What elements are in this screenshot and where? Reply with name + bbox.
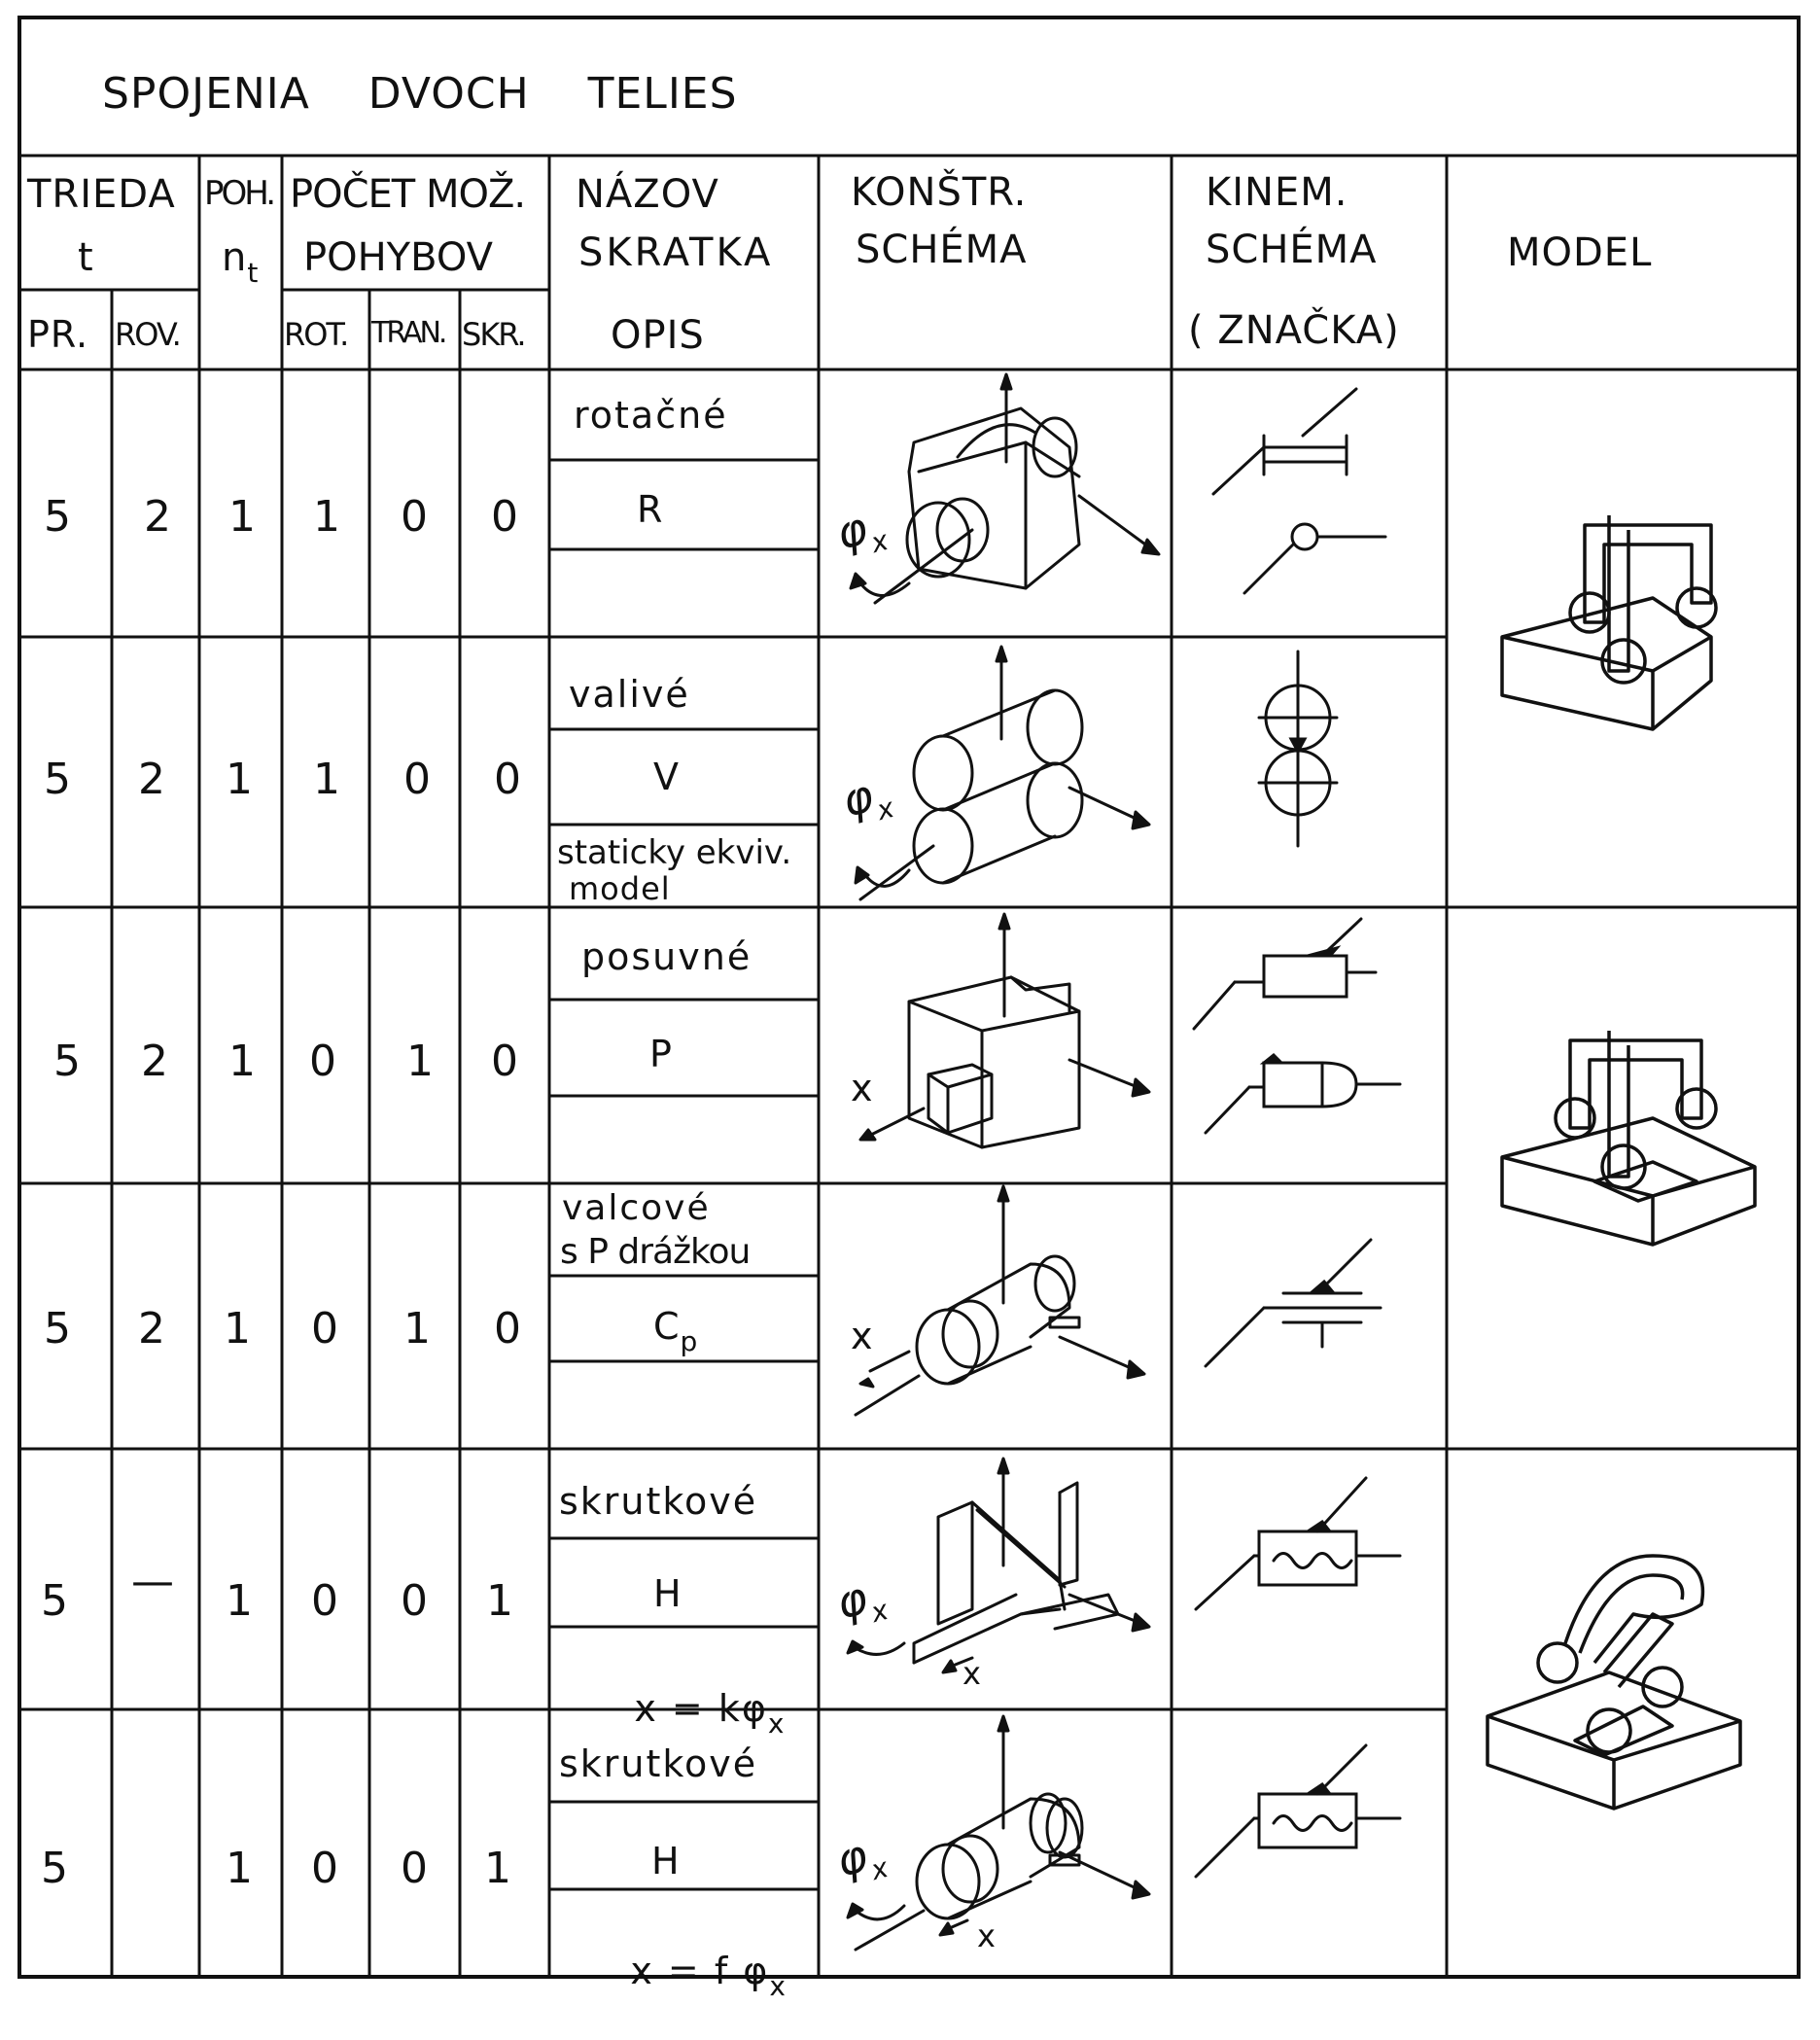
row3-poh: 1 — [228, 1037, 257, 1086]
row5-name: skrutkové — [559, 1480, 758, 1523]
row4-name-line2: s P drážkou — [560, 1232, 751, 1272]
header-trieda-t: t — [78, 235, 94, 280]
row4-skr: 0 — [494, 1304, 522, 1354]
row4-abbr-text: C — [653, 1305, 681, 1348]
row2-pr: 5 — [44, 755, 72, 804]
row3-pr: 5 — [53, 1037, 82, 1086]
row1-name: rotačné — [574, 394, 728, 437]
model-revolute — [1502, 515, 1716, 729]
row4-poh: 1 — [224, 1304, 252, 1354]
row6-pr: 5 — [41, 1844, 69, 1893]
row1-konstr-phi-text: φ — [830, 501, 874, 560]
row2-name: valivé — [569, 673, 690, 716]
header-kinem: KINEM. — [1206, 170, 1348, 215]
header-rot: ROT. — [284, 316, 348, 353]
header-poh-n-text: n — [222, 235, 248, 280]
row1-konstr-phi-sub: x — [867, 523, 892, 560]
header-model: MODEL — [1507, 230, 1653, 275]
model-screw — [1488, 1556, 1740, 1809]
row6-desc-text: x = f φ — [630, 1950, 770, 1992]
header-pr: PR. — [27, 313, 89, 356]
header-opis: OPIS — [611, 313, 705, 358]
row5-abbr: H — [653, 1572, 682, 1615]
row3-tran: 1 — [406, 1037, 435, 1086]
row4-pr: 5 — [44, 1304, 72, 1354]
row6-name: skrutkové — [559, 1742, 758, 1785]
row6-tran: 0 — [401, 1844, 429, 1893]
header-rov: ROV. — [115, 316, 180, 353]
header-konstr-schema: SCHÉMA — [856, 228, 1028, 272]
row6-poh: 1 — [226, 1844, 254, 1893]
page-title: SPOJENIA DVOCH TELIES — [102, 69, 738, 119]
header-tran: TRAN. — [371, 316, 445, 350]
row2-desc-line2: model — [569, 870, 671, 907]
row4-rot: 0 — [311, 1304, 339, 1354]
header-trieda: TRIEDA — [27, 172, 176, 217]
row3-name: posuvné — [581, 935, 752, 978]
row1-rot: 1 — [313, 492, 341, 542]
row6-konstr-phi-text: φ — [830, 1828, 874, 1887]
row6-abbr: H — [651, 1840, 681, 1882]
header-kinem-schema: SCHÉMA — [1206, 228, 1378, 272]
row3-rov: 2 — [141, 1037, 169, 1086]
row5-konstr-x: x — [962, 1655, 982, 1692]
header-skr: SKR. — [462, 316, 525, 353]
row6-rot: 0 — [311, 1844, 339, 1893]
row5-desc-text: x = kφ — [634, 1687, 768, 1730]
row1-abbr: R — [637, 488, 664, 531]
header-nazov: NÁZOV — [576, 172, 719, 217]
row4-tran: 1 — [403, 1304, 432, 1354]
row2-konstr-phi-text: φ — [836, 768, 880, 827]
header-kinem-znacka: ( ZNAČKA) — [1188, 308, 1400, 353]
row3-skr: 0 — [491, 1037, 519, 1086]
row5-pr: 5 — [41, 1576, 69, 1626]
row5-desc-sub: x — [767, 1707, 787, 1740]
row1-poh: 1 — [228, 492, 257, 542]
row2-desc-line1: staticky ekviv. — [557, 833, 792, 872]
row6-skr: 1 — [484, 1844, 512, 1893]
row2-rov: 2 — [138, 755, 166, 804]
row2-rot: 1 — [313, 755, 341, 804]
row2-tran: 0 — [403, 755, 432, 804]
row5-konstr-phi-sub: x — [867, 1593, 892, 1630]
row5-tran: 0 — [401, 1576, 429, 1626]
row3-rot: 0 — [309, 1037, 337, 1086]
row4-konstr-x: x — [851, 1315, 874, 1357]
row4-name-line1: valcové — [562, 1188, 711, 1228]
header-poh: POH. — [204, 174, 274, 213]
header-konstr: KONŠTR. — [851, 170, 1028, 215]
row5-poh: 1 — [226, 1576, 254, 1626]
row6-desc-sub: x — [769, 1970, 788, 2002]
row4-rov: 2 — [138, 1304, 166, 1354]
row1-rov: 2 — [144, 492, 172, 542]
row5-rot: 0 — [311, 1576, 339, 1626]
header-pohybov: POHYBOV — [303, 235, 493, 280]
row4-abbr-sub: p — [680, 1325, 699, 1357]
row5-skr: 1 — [486, 1576, 514, 1626]
row1-pr: 5 — [44, 492, 72, 542]
header-pocet: POČET MOŽ. — [290, 172, 526, 217]
row5-rov: — — [131, 1557, 175, 1606]
row3-abbr: P — [649, 1033, 673, 1075]
row6-konstr-x: x — [977, 1917, 997, 1954]
row1-tran: 0 — [401, 492, 429, 542]
header-skratka: SKRATKA — [578, 230, 774, 275]
row2-abbr: V — [653, 756, 680, 798]
row3-konstr-x: x — [851, 1067, 874, 1109]
header-poh-n-sub: t — [247, 257, 260, 289]
row5-konstr-phi-text: φ — [830, 1570, 874, 1630]
row2-poh: 1 — [226, 755, 254, 804]
model-prismatic — [1502, 1031, 1755, 1245]
row1-skr: 0 — [491, 492, 519, 542]
row2-skr: 0 — [494, 755, 522, 804]
row6-konstr-phi-sub: x — [867, 1850, 892, 1887]
row2-konstr-phi-sub: x — [873, 791, 898, 827]
